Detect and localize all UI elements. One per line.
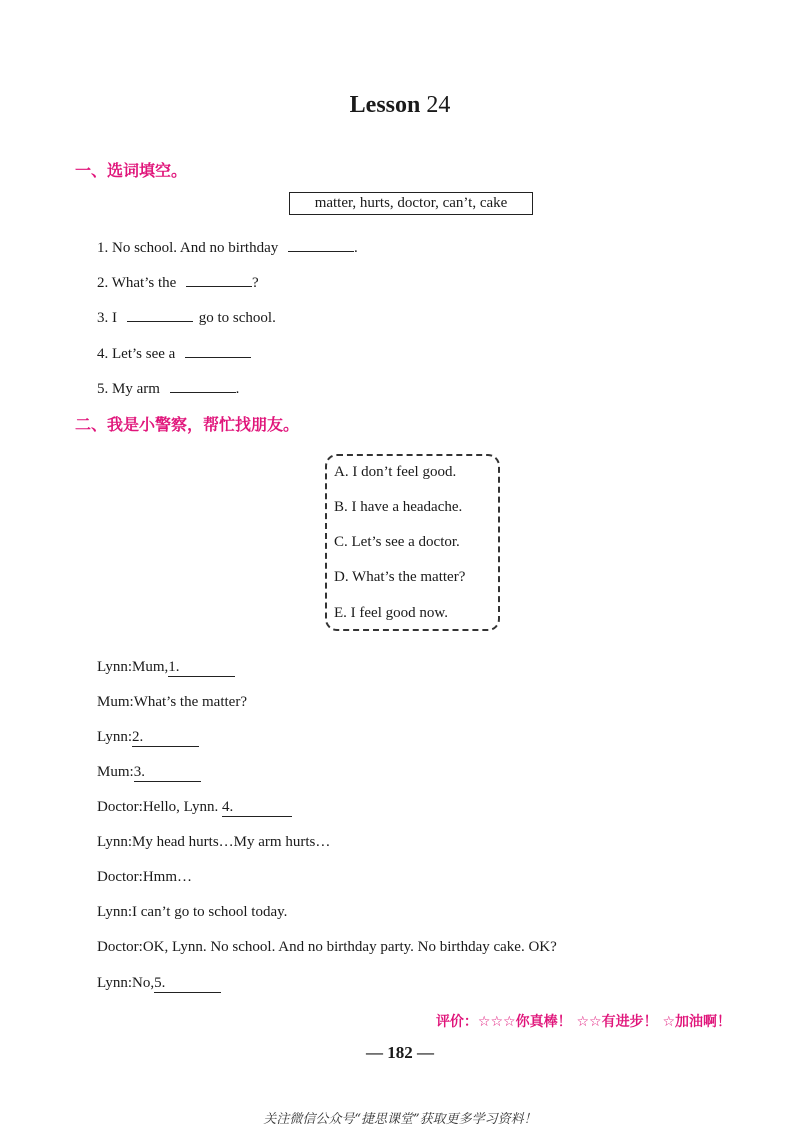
dialogue-line-5: Doctor:Hello, Lynn. 4. [97,799,292,817]
dialogue-line-10: Lynn:No,5. [97,975,221,993]
dialogue-line-6: Lynn:My head hurts…My arm hurts… [97,834,331,850]
answer-blank[interactable]: 4. [222,799,292,817]
option-d: D. What’s the matter? [334,569,466,585]
section-2-heading: 二、我是小警察，帮忙找朋友。 [75,415,300,434]
page-title: Lesson 24 [349,92,451,118]
answer-blank[interactable]: 2. [132,729,199,747]
page-number: — 182 — [366,1043,434,1062]
answer-blank[interactable] [185,341,251,358]
fill-item-1: 1. No school. And no birthday . [97,235,358,257]
option-c: C. Let’s see a doctor. [334,534,460,550]
dialogue-line-3: Lynn:2. [97,729,199,747]
answer-blank[interactable] [186,270,252,287]
fill-item-4: 4. Let’s see a [97,341,251,363]
answer-blank[interactable] [170,376,236,393]
evaluation-line: 评价：☆☆☆你真棒！ ☆☆有进步！ ☆加油啊！ [435,1014,731,1030]
fill-item-2: 2. What’s the ? [97,270,259,292]
answer-blank[interactable] [127,305,193,322]
dialogue-line-2: Mum:What’s the matter? [97,694,247,710]
fill-item-3: 3. I go to school. [97,305,276,327]
dialogue-line-9: Doctor:OK, Lynn. No school. And no birthday party. No birthday cake. OK? [97,939,557,955]
answer-blank[interactable] [288,235,354,252]
option-a: A. I don’t feel good. [334,464,457,480]
dialogue-line-7: Doctor:Hmm… [97,869,192,885]
section-1-heading: 一、选词填空。 [75,161,188,180]
option-e: E. I feel good now. [334,605,448,621]
word-bank: matter, hurts, doctor, can’t, cake [289,192,533,215]
option-b: B. I have a headache. [334,499,463,515]
footer-note: 关注微信公众号“捷思课堂”获取更多学习资料！ [263,1112,537,1127]
answer-blank[interactable]: 3. [134,764,201,782]
dialogue-line-1: Lynn:Mum,1. [97,659,235,677]
dialogue-line-4: Mum:3. [97,764,201,782]
fill-item-5: 5. My arm . [97,376,239,398]
answer-blank[interactable]: 5. [154,975,221,993]
dialogue-line-8: Lynn:I can’t go to school today. [97,904,288,920]
answer-blank[interactable]: 1. [168,659,235,677]
